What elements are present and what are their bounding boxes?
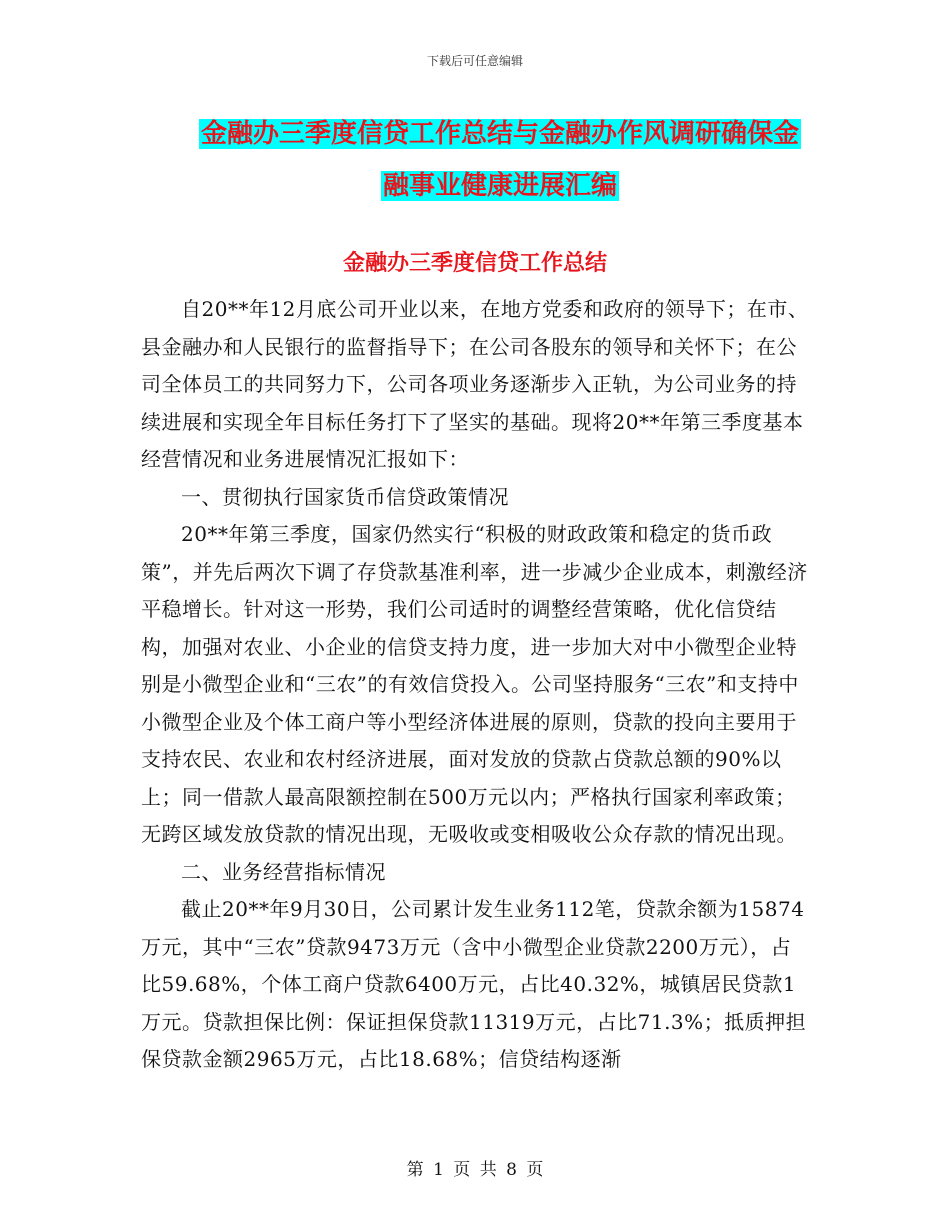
heading-indicators: 二、业务经营指标情况 [181, 859, 386, 884]
document-title [130, 108, 870, 212]
header-note: 下载后可任意编辑 [426, 54, 523, 68]
document-title-line-1: 金融办三季度信贷工作总结与金融办作风调研确保金 [200, 119, 799, 149]
page-footer: 第 1 页 共 8 页 [406, 1160, 544, 1180]
paragraph-policy: 20**年第三季度，国家仍然实行“积极的财政政策和稳定的货币政策”，并先后两次下调了存贷款基准利率，进一步减少企业成本，刺激经济平稳增长。针对这一形势，我们公司适时的调整经营策略，优化信贷结构，加强对农业、小企业的信贷支持力度，进一步加大对中小微型企业特别是小微型企业和“三农”的有效信贷投入。公司坚持服务“三农”和支持中小微型企业及个体工商户等小型经济体进展的原则，贷款的投向主要用于支持农民、农业和农村经济进展，面对发放的贷款占贷款总额的90%以上；同一借款人最高限额控制在500万元以内；严格执行国家利率政策；无跨区域发放贷款的情况出现，无吸收或变相吸收公众存款的情况出现。 [141, 522, 808, 846]
paragraph-intro: 自20**年12月底公司开业以来，在地方党委和政府的领导下；在市、县金融办和人民银行的监督指导下；在公司各股东的领导和关怀下；在公司全体员工的共同努力下，公司各项业务逐渐步入正轨，为公司业务的持续进展和实现全年目标任务打下了坚实的基础。现将20**年第三季度基本经营情况和业务进展情况汇报如下： [141, 297, 809, 471]
paragraph-indicators: 截止20**年9月30日，公司累计发生业务112笔，贷款余额为15874万元，其中“三农”贷款9473万元（含中小微型企业贷款2200万元），占比59.68%，个体工商户贷款6400万元，占比40.32%，城镇居民贷款1万元。贷款担保比例：保证担保贷款11319万元，占比71.3%；抵质押担保贷款金额2965万元，占比18.68%；信贷结构逐渐 [141, 897, 807, 1071]
document-body [141, 291, 811, 1079]
heading-policy: 一、贯彻执行国家货币信贷政策情况 [181, 484, 509, 509]
section-title: 金融办三季度信贷工作总结 [342, 250, 607, 276]
document-title-line-2: 融事业健康进展汇编 [382, 171, 617, 201]
